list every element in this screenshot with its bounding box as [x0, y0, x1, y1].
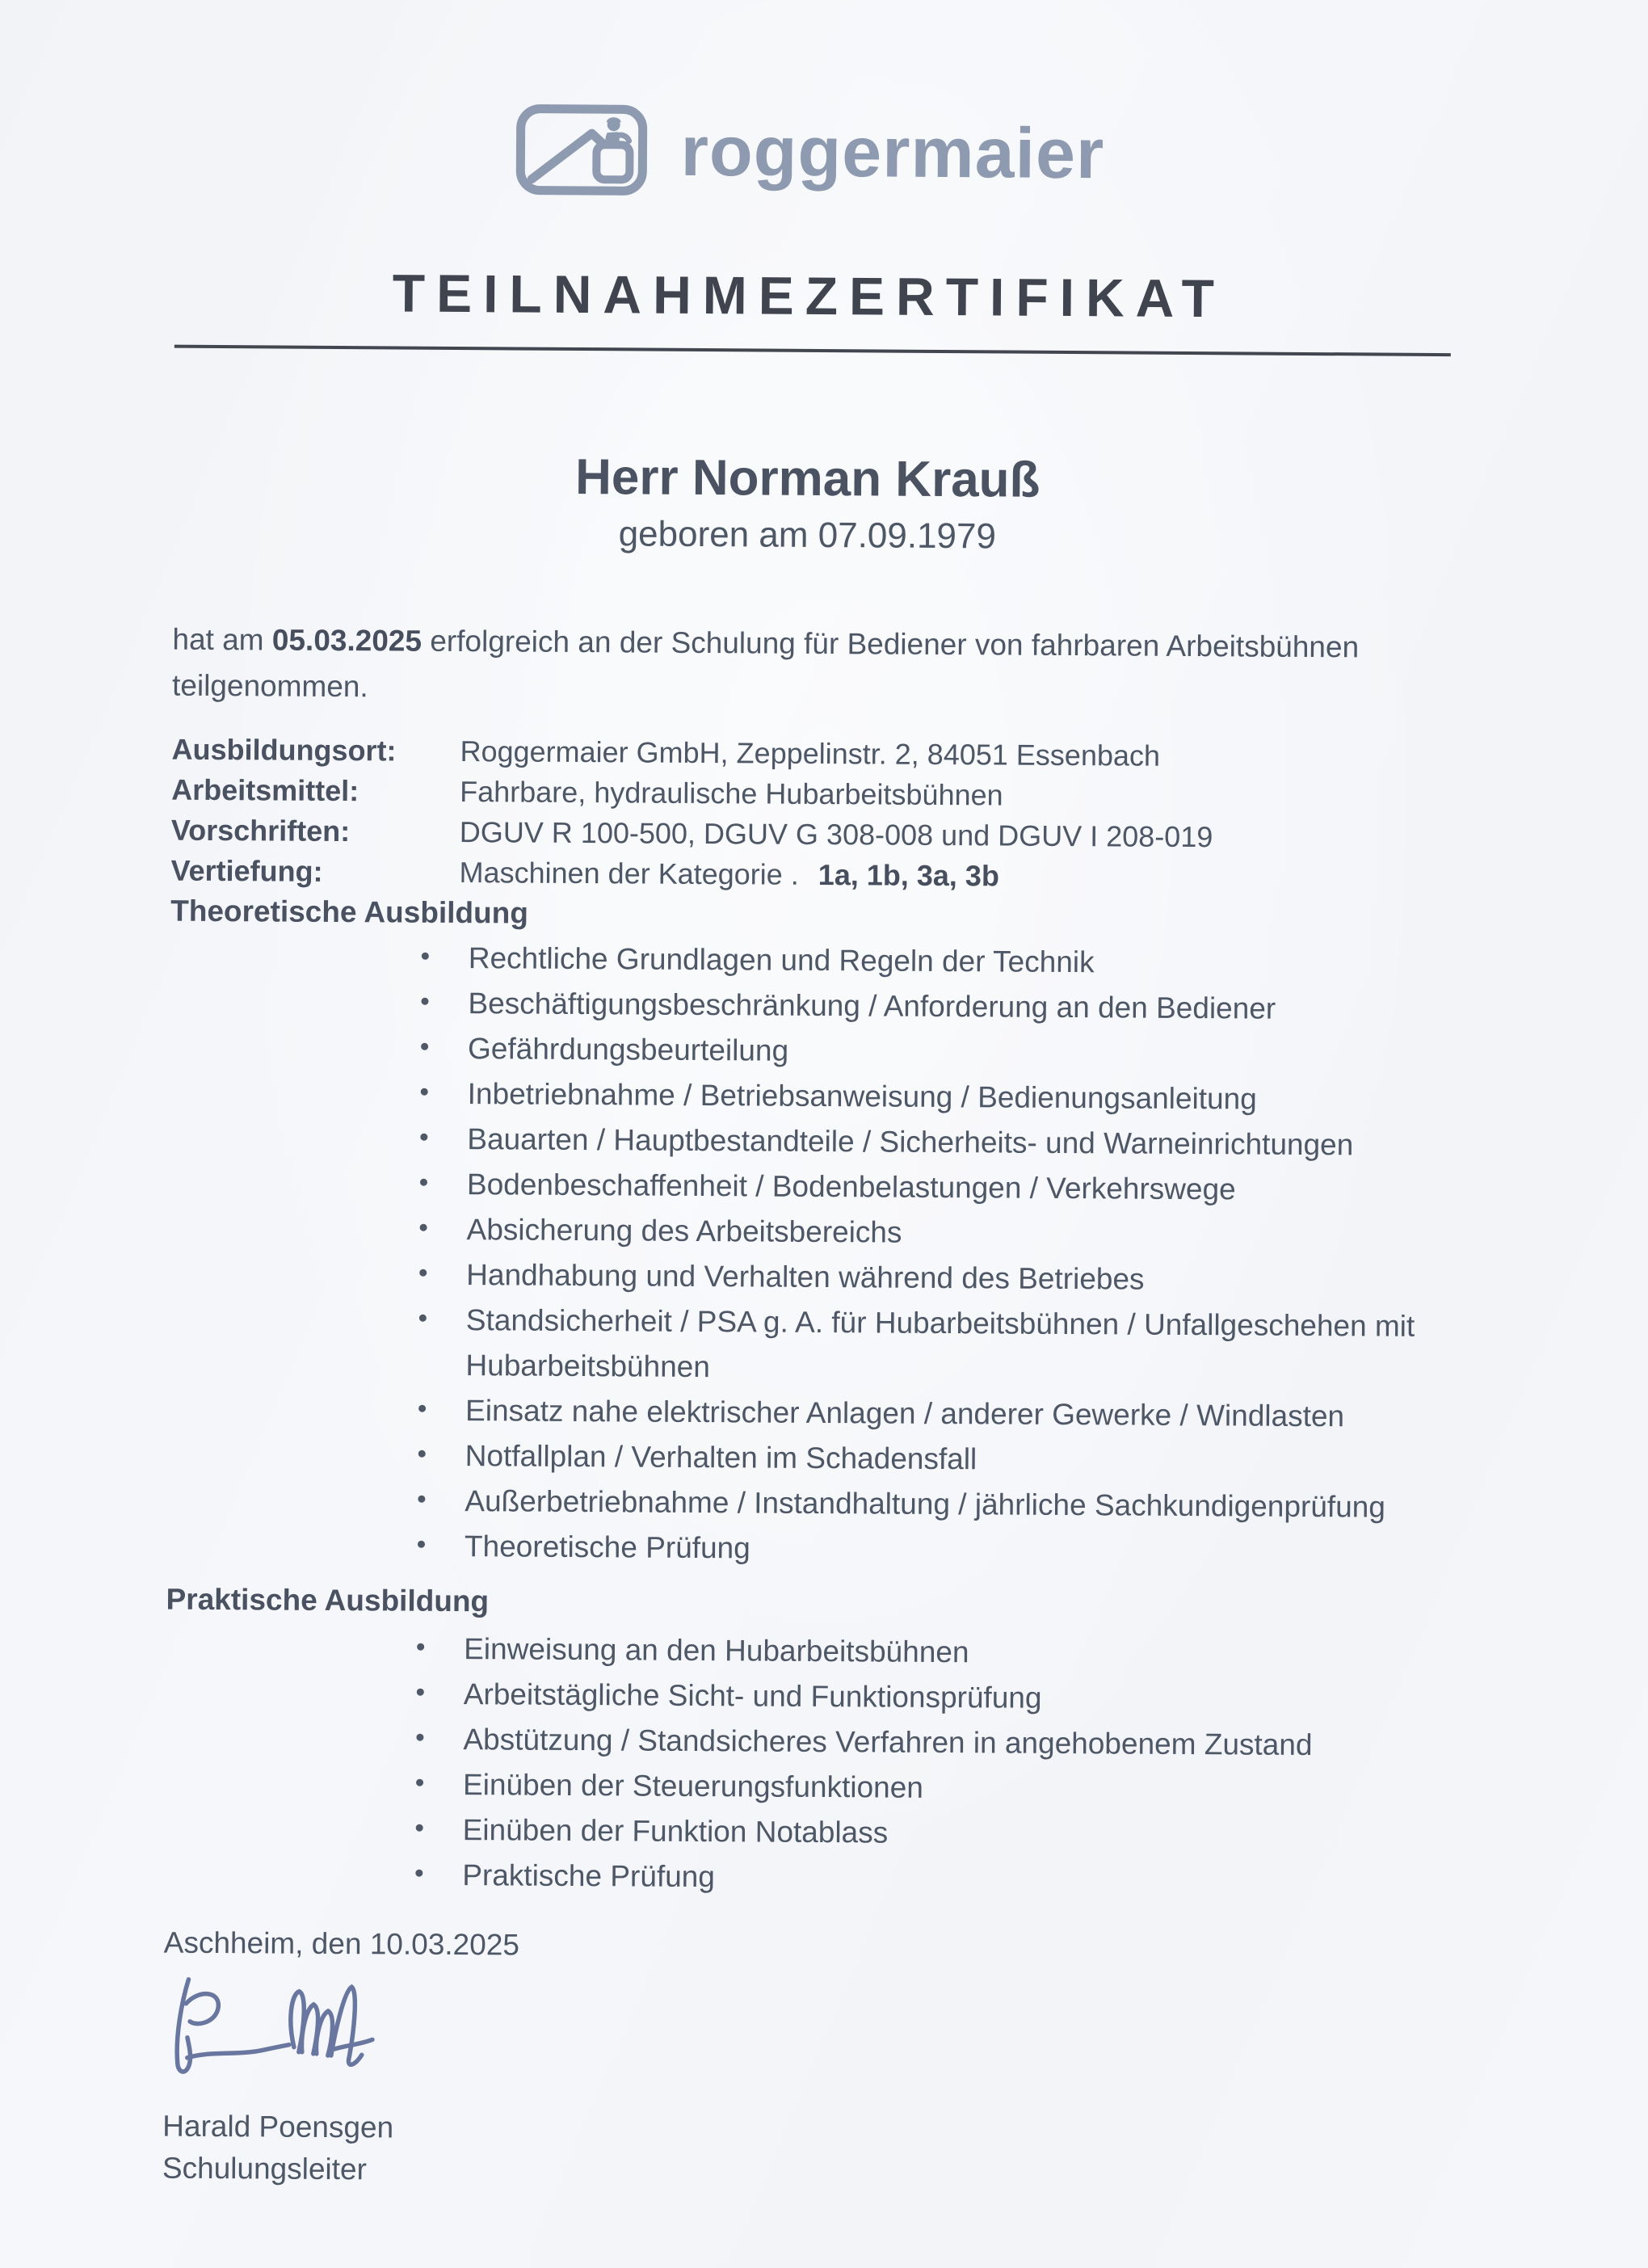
list-item: [412, 1672, 1499, 1724]
bullet-icon: [420, 1134, 427, 1141]
field-label: Vertiefung:: [170, 853, 323, 888]
boom-lift-icon: [515, 103, 649, 196]
place-and-date: Aschheim, den 10.03.2025: [163, 1925, 520, 1962]
bullet-icon: [418, 1496, 425, 1503]
bullet-icon: [422, 953, 429, 960]
list-item: [412, 1626, 1499, 1679]
field-value-bold: 1a, 1b, 3a, 3b: [818, 857, 1000, 893]
field-label: Vorschriften:: [170, 813, 351, 848]
list-item-text: Standsicherheit / PSA g. A. für Hubarbeitsbühnen / Unfallgeschehen mit Hubarbeitsbühnen: [465, 1303, 1415, 1384]
list-item: [410, 1853, 1497, 1905]
list-item: [414, 1433, 1500, 1486]
intro-line2: teilgenommen.: [171, 668, 368, 704]
list-item: [415, 1162, 1502, 1214]
bullet-icon: [416, 1824, 423, 1832]
bullet-icon: [416, 1734, 423, 1741]
list-item-text: Einsatz nahe elektrischer Anlagen / anderer Gewerke / Windlasten: [465, 1394, 1345, 1433]
intro-before-date: hat am: [172, 622, 272, 657]
training-details: [170, 730, 1646, 901]
list-item-text: Bauarten / Hauptbestandteile / Sicherheits- und Warneinrichtungen: [467, 1122, 1354, 1162]
field-value: [459, 852, 999, 896]
list-item-text: Gefährdungsbeurteilung: [467, 1032, 789, 1067]
list-item-text: Handhabung und Verhalten während des Betriebes: [466, 1258, 1145, 1296]
list-item-text: Theoretische Prüfung: [464, 1530, 750, 1565]
intro-after-date: erfolgreich an der Schulung für Bediener von fahrbaren Arbeitsbühnen: [421, 624, 1360, 664]
field-label: Arbeitsmittel:: [171, 772, 359, 808]
field-value-text: Roggermaier GmbH, Zeppelinstr. 2, 84051 Essenbach: [460, 734, 1161, 772]
bullet-icon: [420, 1224, 427, 1231]
bullet-icon: [418, 1450, 426, 1458]
list-item-text: Praktische Prüfung: [462, 1858, 716, 1894]
logo: [2, 99, 1618, 203]
course-date: 05.03.2025: [271, 623, 423, 658]
bullet-icon: [415, 1870, 423, 1877]
field-label: Ausbildungsort:: [171, 732, 397, 768]
section-heading-theory: Theoretische Ausbildung: [170, 894, 529, 930]
signer-name: Harald Poensgen: [162, 2109, 394, 2144]
list-item: [414, 1207, 1501, 1260]
list-item: [417, 936, 1503, 988]
list-item: [415, 1117, 1502, 1169]
field-value-text: Maschinen der Kategorie .: [459, 856, 799, 891]
bullet-icon: [420, 1179, 427, 1186]
list-item-text: Absicherung des Arbeitsbereichs: [466, 1213, 902, 1249]
list-item-text: Bodenbeschaffenheit / Bodenbelastungen / Verkehrswege: [466, 1168, 1236, 1206]
intro-paragraph: [172, 616, 1498, 717]
list-item-text: Notfallplan / Verhalten im Schadensfall: [465, 1439, 977, 1476]
field-value: [460, 731, 1160, 776]
bullet-icon: [419, 1315, 427, 1322]
theory-topic-list: [413, 936, 1503, 1576]
list-item: [416, 981, 1503, 1033]
certificate-title: TEILNAHMEZERTIFIKAT: [392, 263, 1226, 329]
list-item-text: Einüben der Funktion Notablass: [462, 1813, 889, 1849]
bullet-icon: [418, 1405, 426, 1412]
list-item-text: Arbeitstägliche Sicht- und Funktionsprüfung: [463, 1677, 1042, 1715]
list-item: [413, 1524, 1499, 1576]
list-item-text: Einüben der Steuerungsfunktionen: [462, 1768, 924, 1804]
list-item: [414, 1388, 1500, 1441]
bullet-icon: [416, 1779, 423, 1786]
list-item-text: Einweisung an den Hubarbeitsbühnen: [464, 1632, 969, 1669]
list-item: [411, 1717, 1498, 1769]
recipient-name: Herr Norman Krauß: [574, 448, 1041, 508]
bullet-icon: [419, 1269, 427, 1277]
signer-role: Schulungsleiter: [162, 2151, 368, 2186]
list-item: [413, 1479, 1499, 1531]
title-divider: [174, 345, 1451, 356]
list-item-text: Rechtliche Grundlagen und Regeln der Technik: [468, 941, 1095, 979]
list-item: [414, 1252, 1501, 1305]
recipient-birthdate: geboren am 07.09.1979: [618, 514, 997, 557]
field-value: [460, 812, 1213, 857]
bullet-icon: [421, 1088, 428, 1096]
list-item: [416, 1071, 1503, 1124]
bullet-icon: [421, 1043, 428, 1050]
list-item-text: Beschäftigungsbeschränkung / Anforderung an den Bediener: [468, 987, 1276, 1025]
list-item-text: Außerbetriebnahme / Instandhaltung / jährliche Sachkundigenprüfung: [465, 1484, 1386, 1524]
brand-wordmark: roggermaier: [680, 110, 1105, 193]
field-value-text: DGUV R 100-500, DGUV G 308-008 und DGUV I 208-019: [459, 815, 1213, 854]
bullet-icon: [421, 998, 428, 1005]
list-item: [411, 1762, 1498, 1815]
bullet-icon: [418, 1541, 425, 1548]
bullet-icon: [417, 1689, 424, 1696]
field-value-text: Fahrbare, hydraulische Hubarbeitsbühnen: [460, 775, 1003, 812]
list-item-text: Abstützung / Standsicheres Verfahren in angehobenem Zustand: [463, 1723, 1313, 1762]
list-item: [414, 1298, 1501, 1395]
certificate-content: [0, 99, 1648, 2199]
handwritten-signature: [157, 1967, 436, 2107]
list-item-text: Inbetriebnahme / Betriebsanweisung / Bedienungsanleitung: [467, 1077, 1257, 1116]
practice-topic-list: [410, 1626, 1499, 1905]
bullet-icon: [417, 1643, 424, 1651]
list-item: [416, 1026, 1503, 1079]
list-item: [410, 1807, 1497, 1860]
section-heading-practice: Praktische Ausbildung: [166, 1582, 490, 1618]
field-value: [460, 772, 1003, 815]
